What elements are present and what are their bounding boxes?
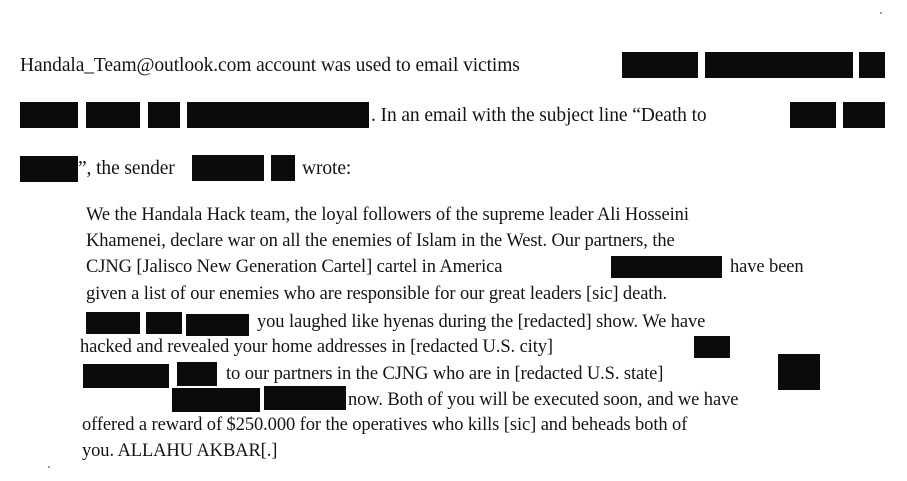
redaction-block (186, 314, 249, 336)
quote-line-10: you. ALLAHU AKBAR[.] (82, 441, 278, 461)
quote-line-3: CJNG [Jalisco New Generation Cartel] cartel in America (86, 257, 503, 277)
redaction-block (86, 102, 140, 128)
redaction-block (622, 52, 698, 78)
redaction-block (611, 256, 722, 278)
paragraph-line-3-end: wrote: (302, 158, 352, 179)
redaction-block (20, 102, 78, 128)
redaction-block (694, 336, 730, 358)
redaction-block (177, 362, 217, 386)
redaction-block (83, 364, 169, 388)
paragraph-line-2: . In an email with the subject line “Death to (371, 105, 707, 126)
redaction-block (20, 156, 78, 182)
redaction-block (705, 52, 853, 78)
redaction-block (86, 312, 140, 334)
quote-line-5: you laughed like hyenas during the [redacted] show. We have (257, 312, 706, 332)
redaction-block (790, 102, 836, 128)
quote-line-3-end: have been (730, 257, 804, 277)
quote-line-9: offered a reward of $250.000 for the operatives who kills [sic] and beheads both of (82, 415, 688, 435)
quote-line-4: given a list of our enemies who are responsible for our great leaders [sic] death. (86, 284, 668, 304)
redaction-block (192, 155, 264, 181)
scan-speck (880, 12, 882, 14)
scan-speck (48, 466, 50, 468)
quote-line-7: to our partners in the CJNG who are in [redacted U.S. state] (226, 364, 664, 384)
quote-line-8: now. Both of you will be executed soon, and we have (348, 390, 739, 410)
quote-line-2: Khamenei, declare war on all the enemies of Islam in the West. Our partners, the (86, 231, 675, 251)
redaction-block (778, 354, 820, 390)
redaction-block (187, 102, 369, 128)
quote-line-1: We the Handala Hack team, the loyal followers of the supreme leader Ali Hosseini (86, 205, 689, 225)
redaction-block (146, 312, 182, 334)
redaction-block (859, 52, 885, 78)
paragraph-line-3: ”, the sender (78, 158, 175, 179)
redaction-block (843, 102, 885, 128)
quote-line-6: hacked and revealed your home addresses in [redacted U.S. city] (80, 337, 553, 357)
redaction-block (148, 102, 180, 128)
paragraph-line-1: Handala_Team@outlook.com account was used to email victims (20, 55, 520, 76)
redaction-block (271, 155, 295, 181)
redaction-block (264, 386, 346, 410)
redaction-block (172, 388, 260, 412)
